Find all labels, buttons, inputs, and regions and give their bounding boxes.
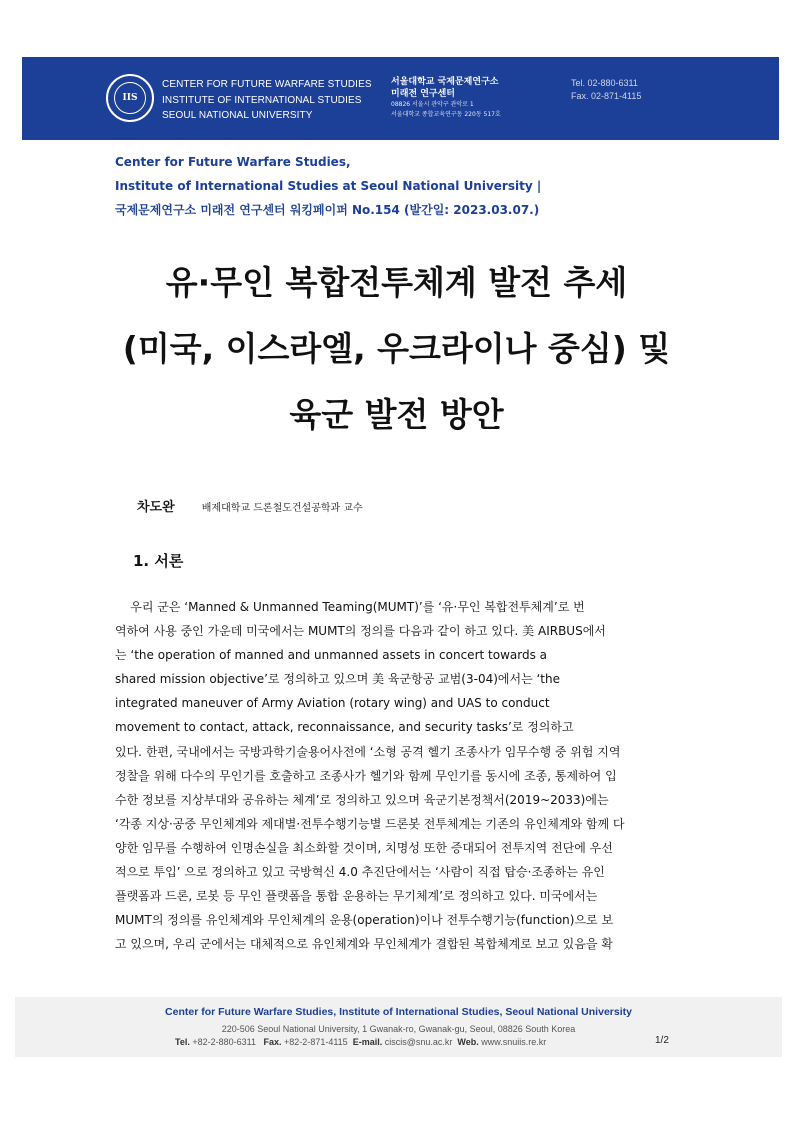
title-line: 육군 발전 방안 <box>289 395 504 434</box>
body-line: shared mission objective’로 정의하고 있으며 美 육군항공 교범(3-04)에서는 ‘the <box>115 672 560 687</box>
footer-address: 220-506 Seoul National University, 1 Gwanak-ro, Gwanak-gu, Seoul, 08826 South Korea <box>221 1024 576 1034</box>
body-line: 는 ‘the operation of manned and unmanned assets in concert towards a <box>115 648 547 663</box>
section-heading: 1. 서론 <box>133 552 184 570</box>
footer-fax-label: Fax. <box>263 1037 282 1047</box>
paper-meta-line: Center for Future Warfare Studies, <box>115 155 351 169</box>
header-contact <box>571 77 641 103</box>
title-line: (미국, 이스라엘, 우크라이나 중심) 및 <box>122 329 671 368</box>
body-line: integrated maneuver of Army Aviation (rotary wing) and UAS to conduct <box>115 696 550 711</box>
body-line: movement to contact, attack, reconnaissance, and security tasks’로 정의하고 <box>115 720 574 735</box>
body-text <box>115 595 680 956</box>
footer-email-link[interactable]: ciscis@snu.ac.kr <box>384 1037 453 1047</box>
institution-name-kr <box>391 76 501 120</box>
logo-text: IIS <box>114 82 146 114</box>
footer-tel-label: Tel. <box>175 1037 190 1047</box>
footer-web-link[interactable]: www.snuiis.re.kr <box>481 1037 547 1047</box>
snu-iis-logo-icon <box>106 74 154 122</box>
body-line: ‘각종 지상·공중 무인체계와 제대별·전투수행기능별 드론봇 전투체계는 기존의 유인체계와 함께 다 <box>115 816 625 831</box>
address-kr-line: 08826 서울시 관악구 관악로 1 <box>391 101 474 108</box>
author-line <box>137 496 363 515</box>
paper-meta-line: 국제문제연구소 미래전 연구센터 워킹페이퍼 No.154 (발간일: 2023.03.07.) <box>115 203 540 217</box>
institution-name-en <box>162 77 372 124</box>
body-line: MUMT의 정의를 유인체계와 무인체계의 운용(operation)이나 전투수행기능(function)으로 보 <box>115 913 614 928</box>
footer <box>15 997 782 1057</box>
institution-line: INSTITUTE OF INTERNATIONAL STUDIES <box>162 94 362 106</box>
page-number: 1/2 <box>655 1035 669 1046</box>
body-line: 양한 임무를 수행하여 인명손실을 최소화할 것이며, 치명성 또한 증대되어 전투지역 전단에 우선 <box>115 840 613 855</box>
footer-contact <box>175 1037 546 1047</box>
paper-meta <box>115 150 541 222</box>
institution-kr-line: 미래전 연구센터 <box>391 89 455 99</box>
author-affiliation: 배제대학교 드론철도건설공학과 교수 <box>201 503 363 514</box>
header-bar <box>22 57 779 140</box>
body-line: 우리 군은 ‘Manned & Unmanned Teaming(MUMT)’를 ‘유·무인 복합전투체계’로 번 <box>115 600 585 614</box>
footer-tel: +82-2-880-6311 <box>192 1037 256 1047</box>
footer-title: Center for Future Warfare Studies, Institute of International Studies, Seoul National University <box>165 1006 632 1018</box>
footer-fax: +82-2-871-4115 <box>284 1037 348 1047</box>
body-line: 적으로 투입’ 으로 정의하고 있고 국방혁신 4.0 추진단에서는 ‘사람이 직접 탑승·조종하는 유인 <box>115 865 605 880</box>
institution-kr-line: 서울대학교 국제문제연구소 <box>391 77 499 87</box>
title-line: 유·무인 복합전투체계 발전 추세 <box>165 263 628 302</box>
institution-line: CENTER FOR FUTURE WARFARE STUDIES <box>162 79 372 90</box>
body-line: 플랫폼과 드론, 로봇 등 무인 플랫폼을 통합 운용하는 무기체계’로 정의하고 있다. 미국에서는 <box>115 889 598 904</box>
institution-line: SEOUL NATIONAL UNIVERSITY <box>162 110 313 121</box>
header-tel: Tel. 02-880-6311 <box>571 78 638 88</box>
body-line: 수한 정보를 지상부대와 공유하는 체계’로 정의하고 있으며 육군기본정책서(2019~2033)에는 <box>115 792 609 807</box>
body-line: 정찰을 위해 다수의 무인기를 호출하고 조종사가 헬기와 함께 무인기를 동시에 조종, 통제하여 입 <box>115 768 617 783</box>
body-line: 있다. 한편, 국내에서는 국방과학기술용어사전에 ‘소형 공격 헬기 조종사가 임무수행 중 위험 지역 <box>115 744 621 759</box>
body-line: 역하여 사용 중인 가운데 미국에서는 MUMT의 정의를 다음과 같이 하고 있다. 美 AIRBUS에서 <box>115 624 606 639</box>
header-fax: Fax. 02-871-4115 <box>571 91 642 101</box>
author-name: 차도완 <box>137 500 175 515</box>
document-title <box>60 250 733 448</box>
body-line: 고 있으며, 우리 군에서는 대체적으로 유인체계와 무인체계가 결합된 복합체계로 보고 있음을 확 <box>115 937 613 952</box>
paper-meta-line: Institute of International Studies at Seoul National University | <box>115 179 542 193</box>
footer-email-label: E-mail. <box>352 1037 383 1047</box>
footer-web-label: Web. <box>457 1037 479 1047</box>
address-kr-line: 서울대학교 종합교육연구동 220동 517호 <box>391 111 501 118</box>
